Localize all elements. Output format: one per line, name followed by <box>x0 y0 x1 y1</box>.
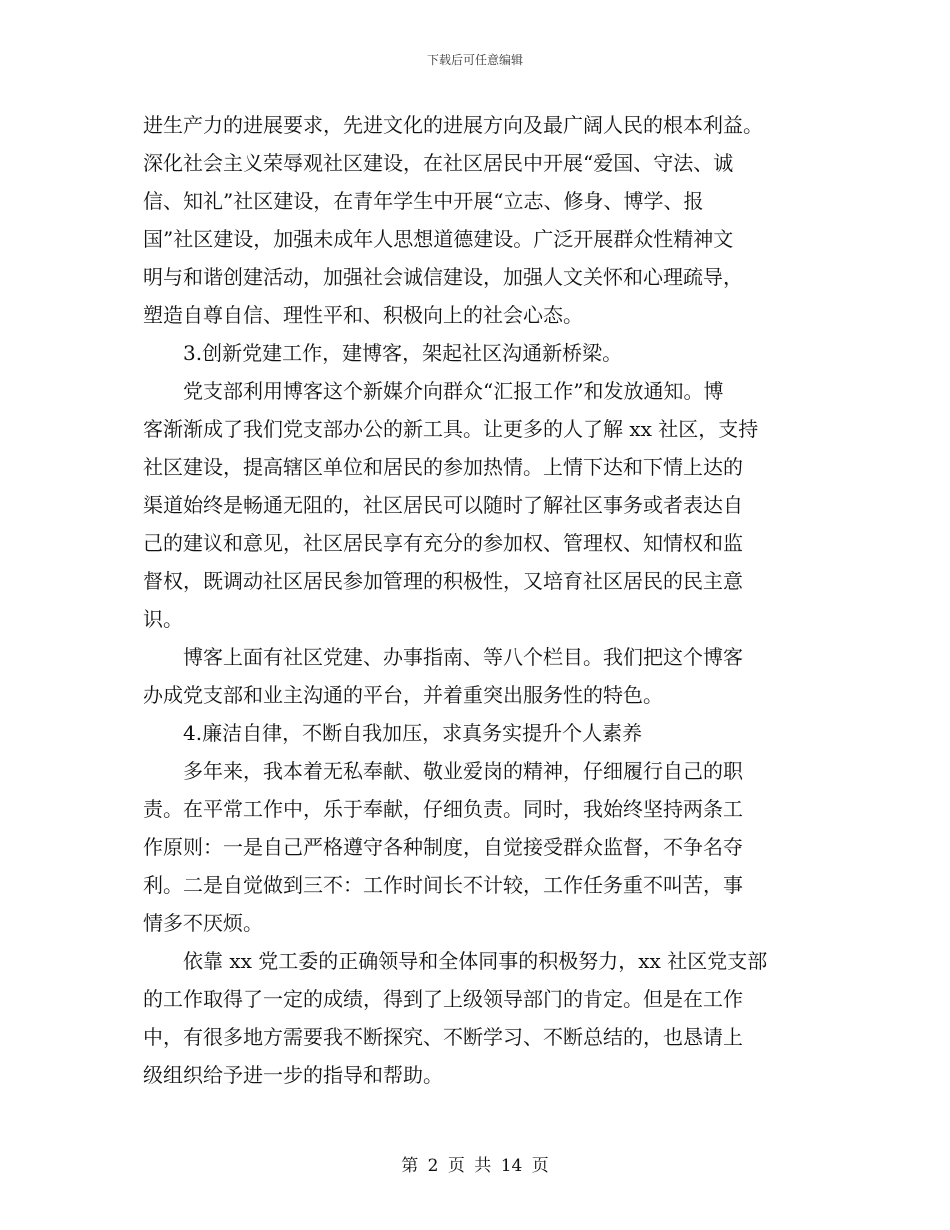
text-line: 国”社区建设，加强未成年人思想道德建设。广泛开展群众性精神文 <box>143 227 734 251</box>
text-line: 客渐渐成了我们党支部办公的新工具。让更多的人了解 xx 社区，支持 <box>143 417 759 441</box>
text-line: 的工作取得了一定的成绩，得到了上级领导部门的肯定。但是在工作 <box>143 987 743 1011</box>
text-line: 渠道始终是畅通无阻的，社区居民可以随时了解社区事务或者表达自 <box>143 493 743 517</box>
text-line: 多年来，我本着无私奉献、敬业爱岗的精神，仔细履行自己的职 <box>143 759 743 783</box>
text-line: 责。在平常工作中，乐于奉献，仔细负责。同时，我始终坚持两条工 <box>143 797 743 821</box>
text-line: 深化社会主义荣辱观社区建设，在社区居民中开展“爱国、守法、诚 <box>143 151 734 175</box>
text-line: 利。二是自觉做到三不：工作时间长不计较，工作任务重不叫苦，事 <box>143 873 743 897</box>
page-header: 下载后可任意编辑 <box>426 53 523 67</box>
section-heading: 3.创新党建工作，建博客，架起社区沟通新桥梁。 <box>143 341 623 365</box>
text-line: 博客上面有社区党建、办事指南、等八个栏目。我们把这个博客 <box>143 645 743 669</box>
text-line: 作原则：一是自己严格遵守各种制度，自觉接受群众监督，不争名夺 <box>143 835 743 859</box>
text-line: 级组织给予进一步的指导和帮助。 <box>143 1063 443 1087</box>
text-line: 社区建设，提高辖区单位和居民的参加热情。上情下达和下情上达的 <box>143 455 743 479</box>
text-line: 办成党支部和业主沟通的平台，并着重突出服务性的特色。 <box>143 683 663 707</box>
document-body <box>143 106 807 1094</box>
page-number-footer: 第 2 页 共 14 页 <box>401 1156 549 1176</box>
text-line: 党支部利用博客这个新媒介向群众“汇报工作”和发放通知。博 <box>143 379 724 403</box>
text-line: 识。 <box>143 607 183 631</box>
text-line: 明与和谐创建活动，加强社会诚信建设，加强人文关怀和心理疏导， <box>143 265 743 289</box>
text-line: 依靠 xx 党工委的正确领导和全体同事的积极努力，xx 社区党支部 <box>143 949 768 973</box>
text-line: 己的建议和意见，社区居民享有充分的参加权、管理权、知情权和监 <box>143 531 743 555</box>
text-line: 中，有很多地方需要我不断探究、不断学习、不断总结的，也恳请上 <box>143 1025 743 1049</box>
section-heading: 4.廉洁自律，不断自我加压，求真务实提升个人素养 <box>143 721 643 745</box>
text-line: 情多不厌烦。 <box>143 911 263 935</box>
text-line: 塑造自尊自信、理性平和、积极向上的社会心态。 <box>143 303 583 327</box>
text-line: 信、知礼”社区建设，在青年学生中开展“立志、修身、博学、报 <box>143 189 704 213</box>
text-line: 进生产力的进展要求，先进文化的进展方向及最广阔人民的根本利益。 <box>143 113 763 137</box>
text-line: 督权，既调动社区居民参加管理的积极性，又培育社区居民的民主意 <box>143 569 743 593</box>
